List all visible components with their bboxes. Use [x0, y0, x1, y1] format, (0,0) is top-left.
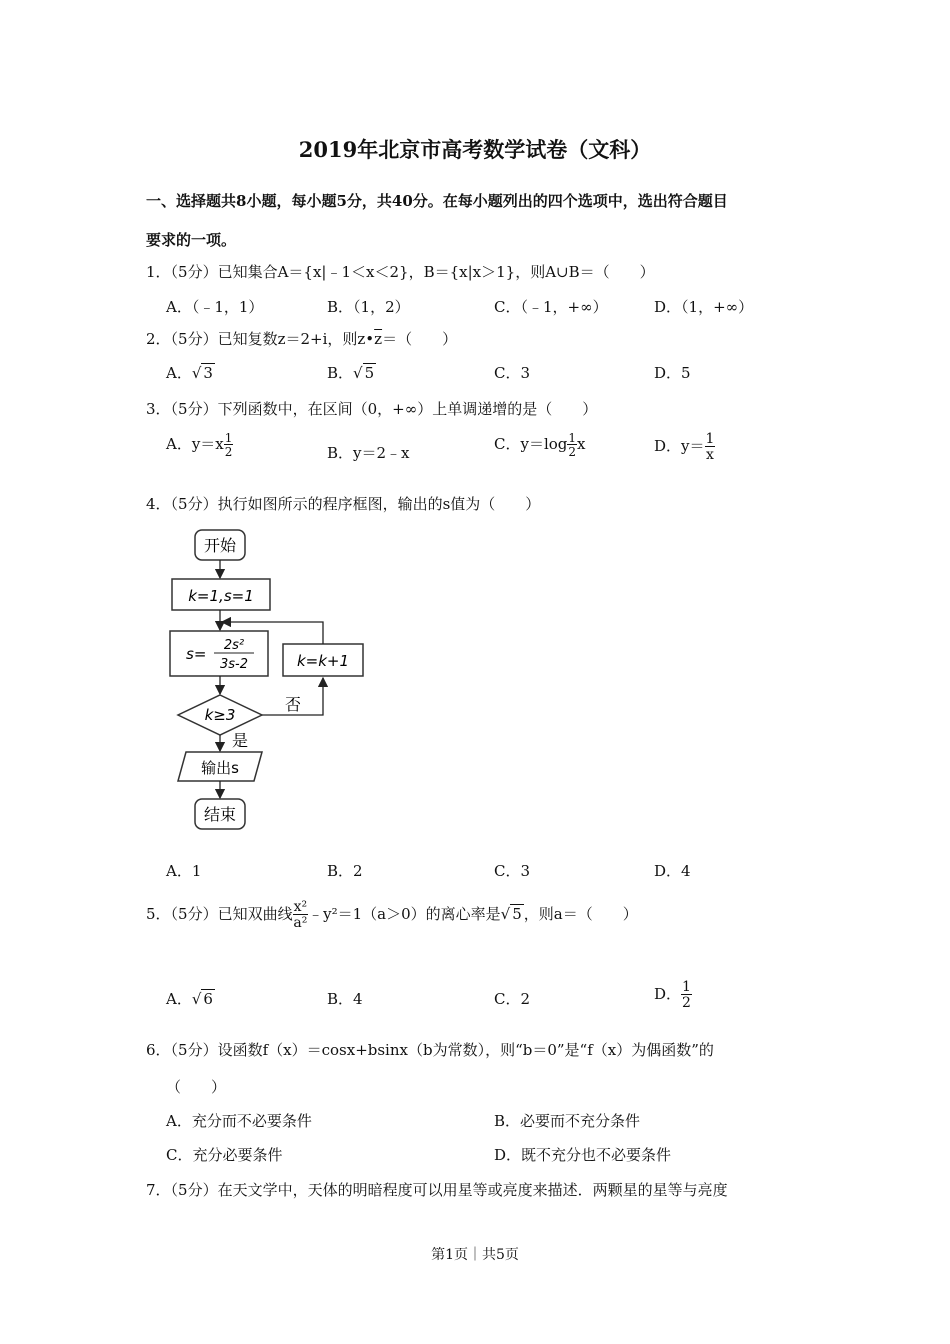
section-heading-line2: 要求的一项。: [146, 231, 237, 249]
q5-frac-den: a²: [293, 915, 308, 931]
q5-option-a-label: A．: [166, 990, 192, 1008]
question-3-stem: 3．（5分）下列函数中，在区间（0，+∞）上单调递增的是（ ）: [146, 400, 598, 418]
q3-option-d-label: D．y＝: [654, 437, 705, 455]
flow-end-label: 结束: [203, 805, 237, 824]
q2-conjugate-z: $\overline{z}$: [374, 330, 383, 348]
page-footer: 第1页｜共5页: [431, 1247, 519, 1263]
q5-option-d-fraction: [681, 980, 692, 1010]
q5-option-a-sqrt: √ 6: [191, 990, 213, 1008]
q1-option-c: C．（﹣1，+∞）: [494, 298, 608, 316]
q3-option-a: [166, 432, 233, 458]
q1-option-b: B．（1，2）: [327, 298, 410, 316]
q4-option-b: B．2: [327, 862, 363, 880]
q5-option-b: B．4: [327, 990, 363, 1008]
q5-stem-start: 5．（5分）已知双曲线: [146, 905, 293, 923]
q5-stem-end: ，则a＝（ ）: [523, 905, 638, 923]
q3-option-d-den: x: [706, 447, 714, 463]
page-title: 2019年北京市高考数学试卷（文科）: [298, 137, 652, 162]
question-4-stem: 4．（5分）执行如图所示的程序框图，输出的s值为（ ）: [146, 495, 541, 513]
q3-option-a-label: A．y＝x: [166, 435, 224, 453]
flow-assign-num: 2s²: [223, 638, 245, 653]
q5-option-d-den: 2: [682, 995, 691, 1011]
q5-option-d-label: D．: [654, 985, 682, 1003]
q2-option-a-label: A．: [166, 364, 192, 382]
q6-option-a: A．充分而不必要条件: [166, 1112, 312, 1130]
q3-option-d-fraction: [705, 432, 716, 462]
q3-option-c-label: C．y＝log: [494, 435, 568, 453]
q2-option-c: C．3: [494, 364, 531, 382]
flow-increment-label: k=k+1: [296, 652, 350, 670]
flow-assign-den: 3s-2: [219, 657, 249, 672]
q4-option-c: C．3: [494, 862, 531, 880]
question-6-stem-cont: （ ）: [166, 1078, 227, 1096]
section-heading-line1: 一、选择题共8小题，每小题5分，共40分。在每小题列出的四个选项中，选出符合题目: [146, 192, 728, 210]
q5-option-a: [166, 988, 215, 1009]
q5-option-d: [654, 980, 692, 1010]
q3-option-c-tail: x: [577, 435, 586, 453]
flow-yes-label: 是: [231, 731, 249, 750]
q2-option-b-sqrt: √ 5: [353, 364, 375, 382]
q2-stem-start: 2．（5分）已知复数z＝2+i，则z•: [146, 330, 375, 348]
q2-option-b: [327, 362, 376, 383]
q5-radicand: 5: [512, 905, 522, 923]
question-5-stem: [146, 900, 638, 930]
q1-option-d: D．（1，+∞）: [654, 298, 754, 316]
question-2-stem: [146, 328, 457, 349]
q5-option-c: C．2: [494, 990, 531, 1008]
q5-sqrt: √ 5: [500, 905, 522, 923]
q5-frac-num: x²: [293, 899, 308, 915]
flow-no-label: 否: [284, 695, 302, 714]
flowchart: [160, 522, 390, 840]
q1-option-a: A．（﹣1，1）: [166, 298, 264, 316]
q3-option-b: B．y＝2﹣x: [327, 444, 410, 462]
question-7-stem: 7．（5分）在天文学中，天体的明暗程度可以用星等或亮度来描述．两颗星的星等与亮度: [146, 1181, 728, 1199]
q3-option-d: [654, 432, 715, 462]
flow-init-label: k=1,s=1: [188, 587, 254, 605]
q3-option-a-exp-num: 1: [224, 431, 233, 445]
question-1-stem: 1．（5分）已知集合A＝{x|﹣1＜x＜2}，B＝{x|x＞1}，则A∪B＝（ ）: [146, 263, 655, 281]
question-6-stem: 6．（5分）设函数f（x）＝cosx+bsinx（b为常数），则“b＝0”是“f（x）为偶函数”的: [146, 1041, 714, 1059]
q3-option-c: [494, 432, 586, 458]
q3-option-c-base-num: 1: [568, 431, 577, 445]
q3-option-d-num: 1: [705, 431, 715, 447]
flow-decision-label: k≥3: [204, 706, 236, 724]
q4-option-d: D．4: [654, 862, 691, 880]
q5-stem-middle: ﹣y²＝1（a＞0）的离心率是: [308, 905, 501, 923]
q2-stem-end: ＝（ ）: [382, 330, 458, 348]
flow-output-label: 输出s: [201, 759, 239, 777]
q5-option-a-radicand: 6: [203, 990, 213, 1008]
q6-option-d: D．既不充分也不必要条件: [494, 1146, 672, 1164]
q2-option-d: D．5: [654, 364, 691, 382]
flow-assign-lhs: s=: [186, 645, 207, 663]
q6-option-b: B．必要而不充分条件: [494, 1112, 641, 1130]
q4-option-a: A．1: [166, 862, 202, 880]
flow-start-label: 开始: [203, 536, 237, 555]
q3-option-c-base: [567, 432, 577, 458]
q5-hyperbola-fraction: [293, 900, 309, 930]
q3-option-c-base-den: 2: [568, 445, 577, 459]
q2-option-b-label: B．: [327, 364, 354, 382]
q6-option-c: C．充分必要条件: [166, 1146, 283, 1164]
q2-option-a-radicand: 3: [203, 364, 213, 382]
q5-option-d-num: 1: [682, 979, 691, 995]
q2-option-b-radicand: 5: [364, 364, 375, 382]
q3-option-a-exponent: [224, 432, 234, 458]
q2-option-a: [166, 362, 215, 383]
q3-option-a-exp-den: 2: [224, 445, 233, 459]
q2-option-a-sqrt: √ 3: [191, 364, 213, 382]
